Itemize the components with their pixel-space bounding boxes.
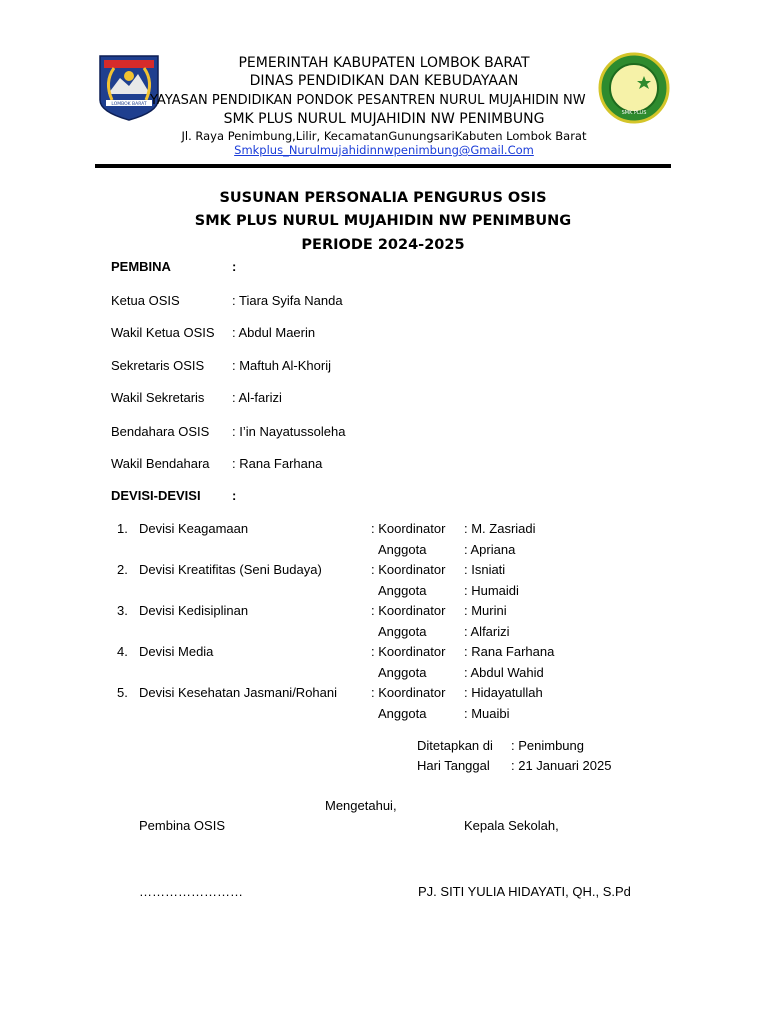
officer-name: : Maftuh Al-Khorij (232, 358, 331, 373)
division-coordinator: : Isniati (464, 562, 506, 577)
division-member-label: Anggota (378, 706, 427, 721)
ditetapkan-place-value: : Penimbung (511, 738, 584, 753)
division-coordinator-label: : Koordinator (371, 603, 446, 618)
header-line-4: SMK PLUS NURUL MUJAHIDIN NW PENIMBUNG (223, 111, 545, 127)
division-number: 5. (117, 685, 128, 700)
header-address: Jl. Raya Penimbung,Lilir, KecamatanGunungsariKabuten Lombok Barat (181, 129, 587, 143)
divisions-label: DEVISI-DEVISI (111, 488, 201, 503)
division-member: : Apriana (464, 542, 516, 557)
division-coordinator-label: : Koordinator (371, 562, 446, 577)
division-name: Devisi Kreatifitas (Seni Budaya) (139, 562, 322, 577)
officer-role: Ketua OSIS (111, 293, 180, 308)
svg-text:LOMBOK BARAT: LOMBOK BARAT (111, 102, 147, 107)
division-member: : Muaibi (464, 706, 510, 721)
division-name: Devisi Keagamaan (139, 521, 249, 536)
pembina-signature-name: …………………… (139, 884, 243, 899)
ditetapkan-date-value: : 21 Januari 2025 (511, 758, 612, 773)
officer-name: : Abdul Maerin (232, 325, 316, 340)
header-email-link[interactable]: Smkplus_Nurulmujahidinnwpenimbung@Gmail.Com (234, 143, 534, 157)
officer-name: : Tiara Syifa Nanda (232, 293, 343, 308)
divisions-separator: : (232, 488, 237, 503)
pembina-label: PEMBINA (111, 259, 171, 274)
division-number: 4. (117, 644, 128, 659)
officer-role: Wakil Sekretaris (111, 390, 205, 405)
header-line-3: YAYASAN PENDIDIKAN PONDOK PESANTREN NURUL MUJAHIDIN NW (150, 93, 586, 108)
division-coordinator-label: : Koordinator (371, 644, 446, 659)
division-number: 3. (117, 603, 128, 618)
title-line-3: PERIODE 2024-2025 (301, 237, 465, 253)
header-divider (95, 164, 671, 168)
officer-role: Sekretaris OSIS (111, 358, 205, 373)
division-number: 2. (117, 562, 128, 577)
division-coordinator: : Rana Farhana (464, 644, 555, 659)
mengetahui-label: Mengetahui, (325, 798, 397, 813)
division-name: Devisi Kedisiplinan (139, 603, 249, 618)
officer-role: Bendahara OSIS (111, 424, 210, 439)
officer-name: : Rana Farhana (232, 456, 323, 471)
title-line-2: SMK PLUS NURUL MUJAHIDIN NW PENIMBUNG (194, 213, 572, 229)
svg-text:SMK PLUS: SMK PLUS (621, 110, 647, 116)
division-coordinator: : Murini (464, 603, 507, 618)
division-name: Devisi Media (139, 644, 214, 659)
ditetapkan-date-label: Hari Tanggal (417, 758, 490, 773)
header-line-1: PEMERINTAH KABUPATEN LOMBOK BARAT (238, 55, 530, 71)
header-line-2: DINAS PENDIDIKAN DAN KEBUDAYAAN (249, 73, 519, 89)
division-member: : Humaidi (464, 583, 519, 598)
division-member-label: Anggota (378, 542, 427, 557)
kepala-sekolah-signature-name: PJ. SITI YULIA HIDAYATI, QH., S.Pd (418, 884, 631, 899)
officer-role: Wakil Ketua OSIS (111, 325, 215, 340)
division-coordinator: : Hidayatullah (464, 685, 543, 700)
division-member: : Alfarizi (464, 624, 510, 639)
division-number: 1. (117, 521, 128, 536)
division-coordinator: : M. Zasriadi (464, 521, 536, 536)
title-line-1: SUSUNAN PERSONALIA PENGURUS OSIS (219, 190, 547, 206)
ditetapkan-place-label: Ditetapkan di (417, 738, 493, 753)
division-name: Devisi Kesehatan Jasmani/Rohani (139, 685, 337, 700)
division-coordinator-label: : Koordinator (371, 521, 446, 536)
division-member-label: Anggota (378, 583, 427, 598)
division-member-label: Anggota (378, 624, 427, 639)
kepala-sekolah-signature-title: Kepala Sekolah, (464, 818, 559, 833)
officer-role: Wakil Bendahara (111, 456, 210, 471)
officer-name: : Al-farizi (232, 390, 282, 405)
officer-name: : I’in Nayatussoleha (232, 424, 346, 439)
division-member-label: Anggota (378, 665, 427, 680)
division-member: : Abdul Wahid (464, 665, 544, 680)
division-coordinator-label: : Koordinator (371, 685, 446, 700)
pembina-signature-title: Pembina OSIS (139, 818, 225, 833)
pembina-separator: : (232, 259, 237, 274)
